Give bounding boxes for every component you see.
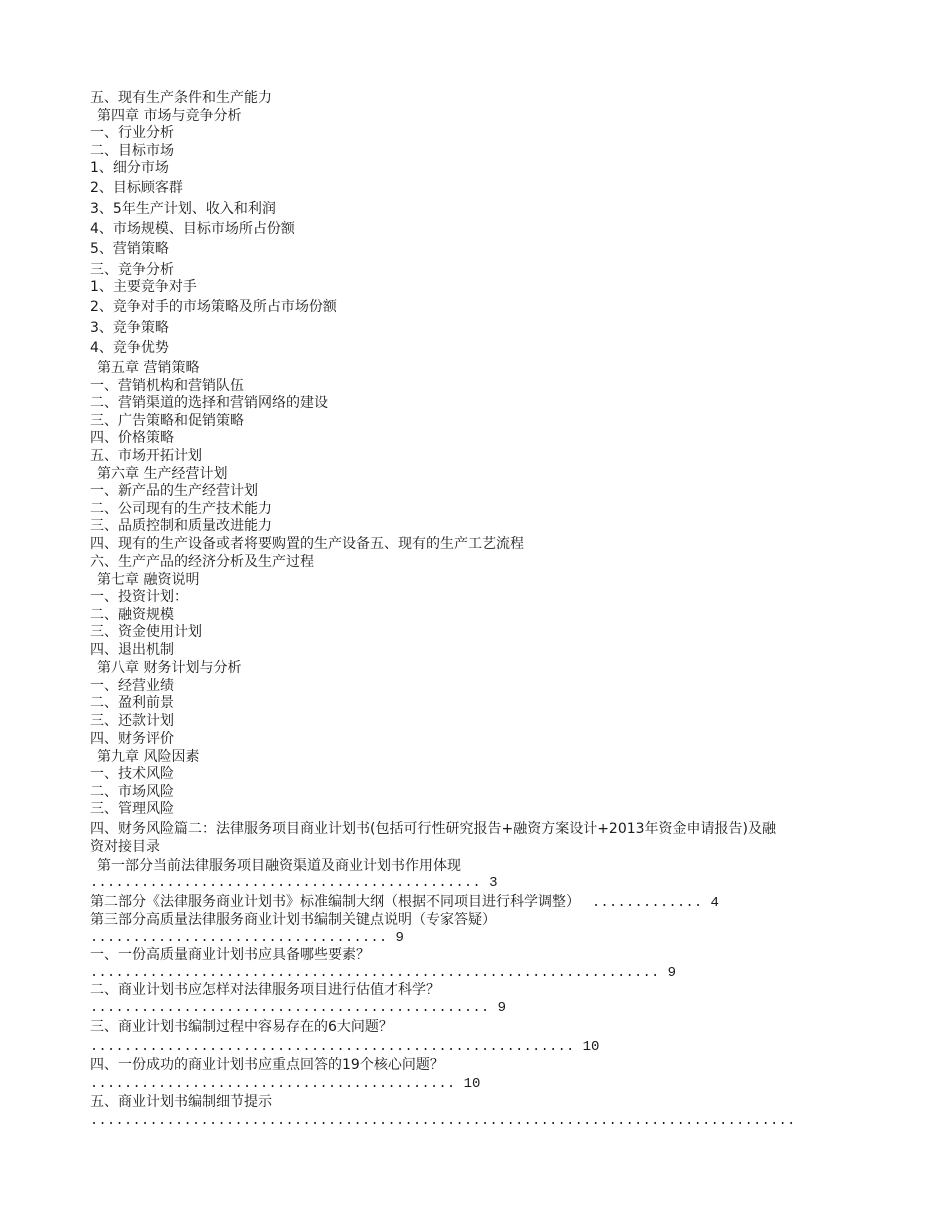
toc-leader-line [90, 1037, 599, 1057]
line-text: 第八章 财务计划与分析 [97, 660, 242, 676]
dot-leader: ................................................................... [90, 966, 660, 981]
toc-line [90, 838, 160, 856]
line-text: 一、新产品的生产经营计划 [90, 483, 258, 499]
chapter-heading [97, 465, 227, 483]
toc-line [90, 606, 174, 624]
line-text: 三、广告策略和促销策略 [90, 413, 244, 429]
line-text: 2、目标顾客群 [90, 180, 183, 196]
toc-line [90, 553, 314, 571]
line-text: 四、现有的生产设备或者将要购置的生产设备五、现有的生产工艺流程 [90, 536, 524, 552]
line-text: 二、目标市场 [90, 143, 174, 159]
line-text: 二、商业计划书应怎样对法律服务项目进行估值才科学？ [90, 982, 440, 998]
chapter-heading [97, 659, 241, 677]
dot-leader: ........................................... [90, 1077, 456, 1092]
toc-line [90, 500, 272, 518]
line-text: 四、价格策略 [90, 430, 174, 446]
toc-line [90, 783, 174, 801]
dot-leader: ............................................... [90, 1001, 490, 1016]
toc-line [90, 893, 719, 913]
line-text: 五、现有生产条件和生产能力 [90, 90, 272, 106]
line-text: 第一部分当前法律服务项目融资渠道及商业计划书作用体现 [97, 858, 461, 874]
toc-line [90, 946, 370, 964]
line-text: 资对接目录 [90, 839, 160, 855]
line-text: 第七章 融资说明 [97, 572, 200, 588]
toc-line [90, 261, 174, 279]
line-text: 1、主要竞争对手 [90, 279, 197, 295]
line-text: 第五章 营销策略 [97, 360, 200, 376]
line-text: 2、竞争对手的市场策略及所占市场份额 [90, 299, 337, 315]
toc-line [90, 339, 169, 357]
dot-leader: ................................................................................... [90, 1114, 796, 1129]
toc-line [90, 298, 337, 316]
toc-leader-line [90, 998, 506, 1018]
toc-line [90, 179, 183, 197]
line-text: 一、行业分析 [90, 125, 174, 141]
line-text: 3、5年生产计划、收入和利润 [90, 201, 276, 217]
toc-line [90, 588, 188, 606]
toc-line [90, 1093, 272, 1111]
dot-leader: ............. [592, 896, 703, 911]
toc-line [90, 641, 174, 659]
line-text: 二、融资规模 [90, 607, 174, 623]
dot-leader: ................................... [90, 931, 388, 946]
chapter-heading [97, 107, 241, 125]
toc-line [90, 429, 174, 447]
toc-line [90, 730, 174, 748]
toc-line [90, 712, 174, 730]
page-number: 4 [710, 895, 719, 911]
toc-leader-line [90, 963, 676, 983]
line-text: 一、经营业绩 [90, 678, 174, 694]
toc-leader-line [90, 1074, 480, 1094]
toc-line [90, 482, 258, 500]
toc-line [90, 535, 524, 553]
toc-leader-line [90, 873, 497, 893]
toc-line [90, 377, 244, 395]
line-text: 四、财务风险篇二：法律服务项目商业计划书(包括可行性研究报告+融资方案设计+2013年资金申请报告)及融 [90, 821, 777, 837]
line-text: 二、营销渠道的选择和营销网络的建设 [90, 395, 328, 411]
line-text: 1、细分市场 [90, 160, 169, 176]
chapter-heading [97, 359, 199, 377]
toc-line [90, 765, 174, 783]
line-text: 三、商业计划书编制过程中容易存在的6大问题？ [90, 1019, 393, 1035]
dot-leader: .............................................. [90, 876, 482, 891]
toc-line [90, 1056, 444, 1074]
line-text: 三、管理风险 [90, 801, 174, 817]
line-text: 第四章 市场与竞争分析 [97, 108, 242, 124]
line-text: 一、投资计划： [90, 589, 188, 605]
line-text: 六、生产产品的经济分析及生产过程 [90, 554, 314, 570]
toc-line [90, 447, 202, 465]
line-text: 五、商业计划书编制细节提示 [90, 1094, 272, 1110]
line-text: 第六章 生产经营计划 [97, 466, 228, 482]
line-text: 一、技术风险 [90, 766, 174, 782]
toc-line [90, 820, 776, 838]
toc-line [90, 240, 169, 258]
dot-leader: ......................................................... [90, 1040, 575, 1055]
toc-line [90, 142, 174, 160]
toc-line [90, 319, 169, 337]
page-number: 9 [497, 1000, 506, 1016]
toc-line [90, 89, 272, 107]
toc-line [90, 412, 244, 430]
line-text: 4、市场规模、目标市场所占份额 [90, 221, 295, 237]
chapter-heading [97, 571, 199, 589]
line-text: 三、竞争分析 [90, 262, 174, 278]
line-text: 二、公司现有的生产技术能力 [90, 501, 272, 517]
line-text: 一、一份高质量商业计划书应具备哪些要素？ [90, 947, 370, 963]
toc-leader-line [90, 928, 404, 948]
toc-line [90, 800, 174, 818]
line-text: 四、财务评价 [90, 731, 174, 747]
page-number: 10 [463, 1076, 481, 1092]
page-number: 10 [582, 1039, 600, 1055]
toc-line [90, 124, 174, 142]
toc-line [90, 159, 169, 177]
page-number: 3 [489, 875, 498, 891]
toc-line [90, 278, 197, 296]
toc-line [90, 694, 174, 712]
toc-line [90, 220, 295, 238]
page-number: 9 [667, 965, 676, 981]
line-text: 四、一份成功的商业计划书应重点回答的19个核心问题？ [90, 1057, 444, 1073]
toc-line [90, 1018, 393, 1036]
toc-line [90, 517, 272, 535]
line-text: 三、还款计划 [90, 713, 174, 729]
toc-line [90, 200, 276, 218]
line-text: 二、盈利前景 [90, 695, 174, 711]
toc-leader-line [90, 1111, 796, 1131]
line-text: 5、营销策略 [90, 241, 169, 257]
toc-line [90, 394, 328, 412]
line-text: 四、退出机制 [90, 642, 174, 658]
toc-line [90, 677, 174, 695]
toc-line [90, 623, 202, 641]
toc-line [90, 911, 496, 929]
line-text: 五、市场开拓计划 [90, 448, 202, 464]
line-text: 第九章 风险因素 [97, 749, 200, 765]
toc-line [90, 981, 440, 999]
line-text: 第二部分《法律服务商业计划书》标准编制大纲（根据不同项目进行科学调整） [90, 894, 580, 910]
line-text: 三、品质控制和质量改进能力 [90, 518, 272, 534]
chapter-heading [97, 748, 199, 766]
line-text: 二、市场风险 [90, 784, 174, 800]
line-text: 第三部分高质量法律服务商业计划书编制关键点说明（专家答疑） [90, 912, 496, 928]
line-text: 4、竞争优势 [90, 340, 169, 356]
line-text: 一、营销机构和营销队伍 [90, 378, 244, 394]
line-text: 三、资金使用计划 [90, 624, 202, 640]
page-number: 9 [395, 930, 404, 946]
line-text: 3、竞争策略 [90, 320, 169, 336]
